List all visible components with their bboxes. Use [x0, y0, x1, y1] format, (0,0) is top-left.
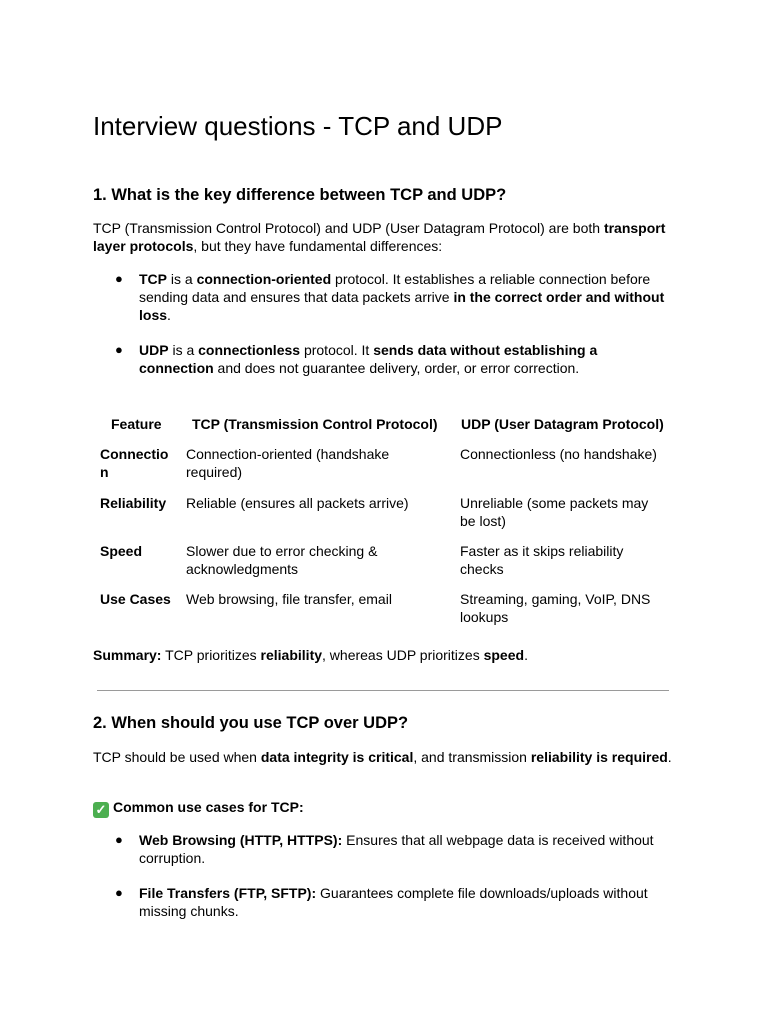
question-1-heading: 1. What is the key difference between TCP and UDP?: [93, 186, 507, 204]
bullet-icon: ●: [115, 342, 123, 357]
table-row-header: Use Cases: [100, 591, 171, 607]
document-title: Interview questions - TCP and UDP: [93, 111, 503, 141]
intro-text: TCP (Transmission Control Protocol) and UDP (User Datagram Protocol) are both: [93, 220, 604, 236]
bullet-bold: Web Browsing (HTTP, HTTPS):: [139, 832, 343, 848]
table-row-header: Reliability: [100, 495, 167, 511]
summary-bold: reliability: [260, 647, 323, 663]
table-header-cell: Feature: [111, 416, 162, 432]
bullet-text: .: [167, 307, 171, 323]
summary-text: TCP prioritizes: [161, 647, 261, 663]
intro-text: TCP should be used when: [93, 749, 261, 765]
summary-label: Summary:: [93, 647, 162, 663]
bullet-bold: UDP: [139, 342, 169, 358]
table-cell: Web browsing, file transfer, email: [186, 591, 392, 607]
subheading-text: Common use cases for TCP:: [113, 799, 304, 815]
bullet-bold: TCP: [139, 271, 167, 287]
bullet-bold: sends data without establishing a connection: [139, 342, 598, 376]
bullet-text: is a: [167, 271, 197, 287]
table-header-cell: TCP (Transmission Control Protocol): [192, 416, 438, 432]
bullet-icon: ●: [115, 832, 123, 847]
bullet-text: Ensures that all webpage data is received without corruption.: [139, 832, 654, 866]
bullet-icon: ●: [115, 885, 123, 900]
use-cases-subheading: [93, 798, 675, 818]
intro-bold: transport layer protocols: [93, 220, 666, 254]
table-cell: Connection-oriented (handshake required): [186, 446, 390, 480]
bullet-text: is a: [168, 342, 199, 358]
bullet-bold: connectionless: [198, 342, 301, 358]
table-row-header: Connectio n: [100, 446, 169, 480]
bullet-bold: connection-oriented: [196, 271, 332, 287]
bullet-text: Guarantees complete file downloads/uploads without missing chunks.: [139, 885, 648, 919]
question-2-heading: 2. When should you use TCP over UDP?: [93, 714, 409, 732]
intro-bold: data integrity is critical: [260, 749, 414, 765]
bullet-text: and does not guarantee delivery, order, or error correction.: [213, 360, 580, 376]
table-row-header: Speed: [100, 543, 143, 559]
bullet-text: protocol. It: [300, 342, 374, 358]
table-cell: Faster as it skips reliability checks: [460, 543, 624, 577]
bullet-icon: ●: [115, 271, 123, 286]
table-header-cell: UDP (User Datagram Protocol): [461, 416, 664, 432]
table-cell: Reliable (ensures all packets arrive): [186, 495, 409, 511]
summary-text: , whereas UDP prioritizes: [322, 647, 484, 663]
table-cell: Connectionless (no handshake): [460, 446, 657, 462]
bullet-bold: File Transfers (FTP, SFTP):: [139, 885, 317, 901]
summary-bold: speed: [483, 647, 525, 663]
question-2-intro: [93, 748, 675, 766]
summary-text: .: [524, 647, 528, 663]
bullet-bold: in the correct order and without loss: [139, 289, 665, 323]
table-cell: Unreliable (some packets may be lost): [460, 495, 649, 529]
question-1-intro: [93, 219, 675, 255]
table-cell: Streaming, gaming, VoIP, DNS lookups: [460, 591, 651, 625]
horizontal-divider: [97, 690, 669, 691]
intro-text: .: [667, 749, 672, 765]
summary-paragraph: [93, 646, 675, 664]
check-mark-icon: ✓: [93, 802, 109, 818]
table-cell: Slower due to error checking & acknowledgments: [186, 543, 378, 577]
intro-text: , and transmission: [413, 749, 531, 765]
intro-text: , but they have fundamental differences:: [193, 238, 443, 254]
intro-bold: reliability is required: [530, 749, 668, 765]
bullet-text: protocol. It establishes a reliable connection before sending data and ensures that data packets arrive: [139, 271, 651, 305]
